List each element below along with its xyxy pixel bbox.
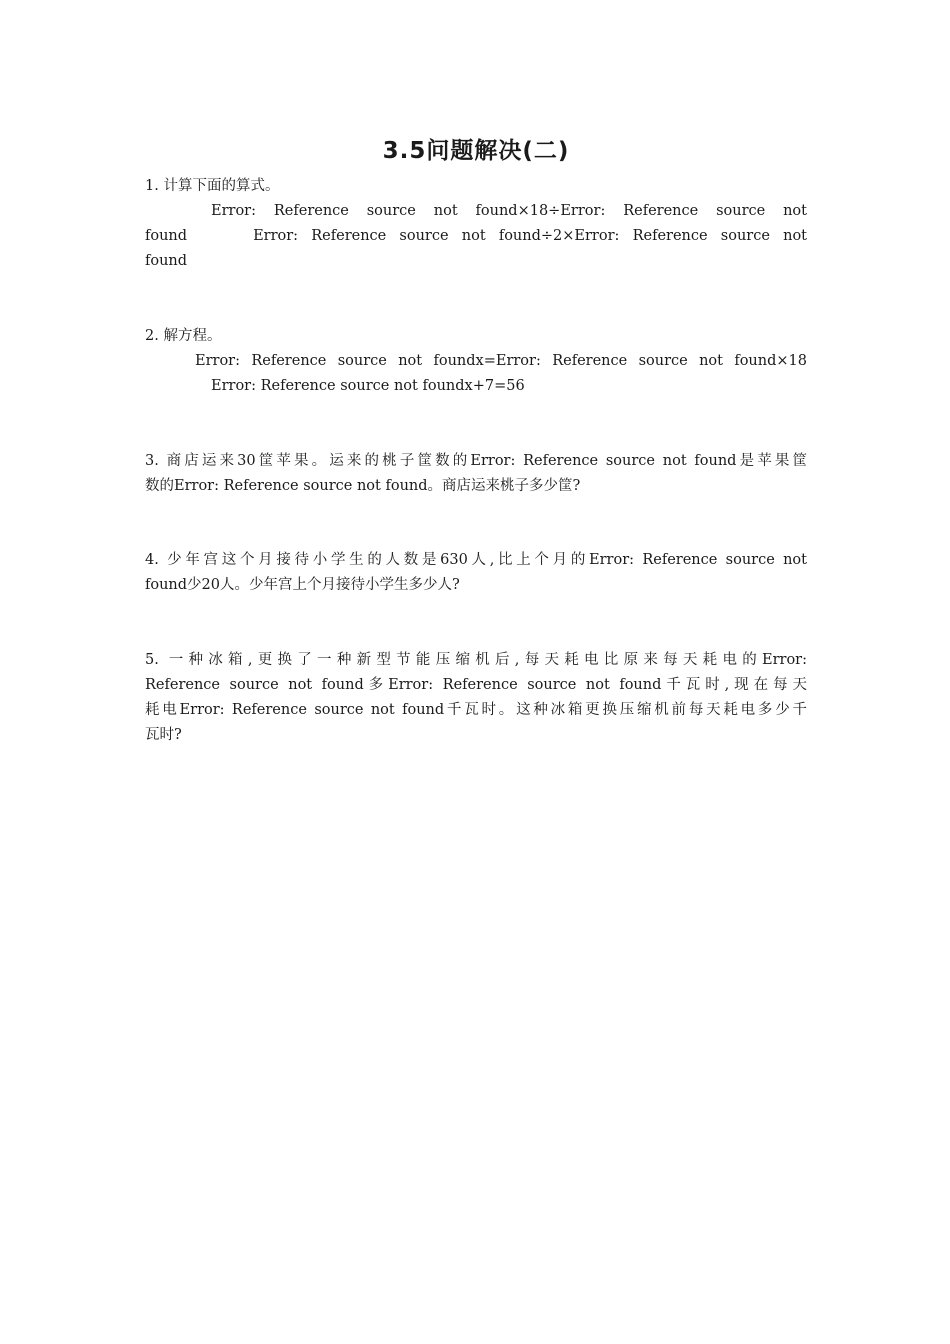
page-title: 3.5问题解决(二) xyxy=(382,138,570,164)
question-5-line-4: 瓦时? xyxy=(145,727,182,743)
question-1-expression-line-2-start: found xyxy=(145,228,188,244)
question-4 xyxy=(145,548,807,598)
question-2-heading: 2. 解方程。 xyxy=(145,328,222,344)
question-5-line-1: 5. 一种冰箱,更换了一种新型节能压缩机后,每天耗电比原来每天耗电的Error: xyxy=(145,652,807,668)
question-1-expression-line-2-rest: Error: Reference source not found÷2×Error: Reference source not xyxy=(253,228,807,244)
question-1 xyxy=(145,174,807,274)
question-3 xyxy=(145,449,807,499)
question-3-line-1: 3. 商店运来30筐苹果。运来的桃子筐数的Error: Reference source not found是苹果筐 xyxy=(145,453,807,469)
question-2-equation-2: Error: Reference source not foundx+7=56 xyxy=(211,378,525,394)
question-4-line-2: found少20人。少年宫上个月接待小学生多少人? xyxy=(145,577,460,593)
question-1-expression-line-2 xyxy=(145,224,807,249)
question-4-line-1: 4. 少年宫这个月接待小学生的人数是630人,比上个月的Error: Reference source not xyxy=(145,552,807,568)
question-2-equation-1: Error: Reference source not foundx=Error: Reference source not found×18 xyxy=(195,353,807,369)
question-3-line-2: 数的Error: Reference source not found。商店运来桃子多少筐? xyxy=(145,478,581,494)
question-1-expression-line-1: Error: Reference source not found×18÷Error: Reference source not xyxy=(211,203,807,219)
question-2 xyxy=(145,324,807,399)
question-5-line-3: 耗电Error: Reference source not found千瓦时。这种冰箱更换压缩机前每天耗电多少千 xyxy=(145,702,807,718)
question-1-expression-line-3: found xyxy=(145,253,188,269)
question-1-heading: 1. 计算下面的算式。 xyxy=(145,178,280,194)
question-5 xyxy=(145,648,807,748)
question-5-line-2: Reference source not found多Error: Reference source not found千瓦时,现在每天 xyxy=(145,677,807,693)
